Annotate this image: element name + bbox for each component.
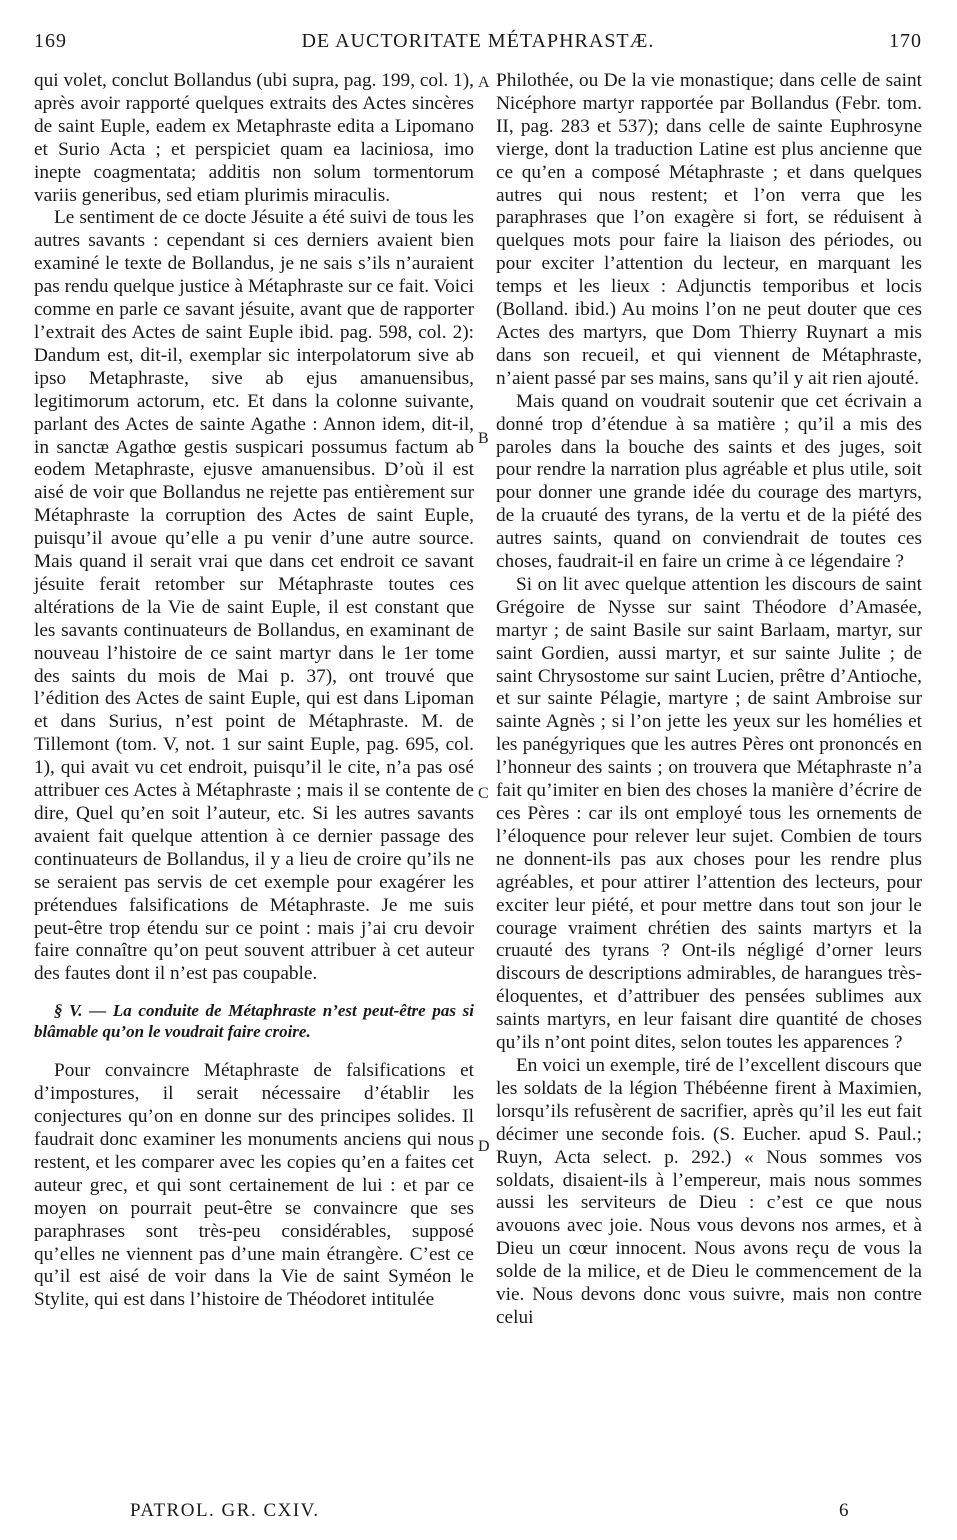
page-number-right: 170 — [889, 30, 922, 52]
right-paragraph-1: Philothée, ou De la vie monastique; dans celle de saint Nicéphore martyr rapportée par Bollandus (Febr. tom. II, pag. 283 et 537); dans celle de sainte Euphrosyne vierge, dont la traduction Latine est plus ancienne que ce qu’en a composé Métaphraste ; et dans quelques autres qui nous restent; et l’on verra que les paraphrases que l’on exagère si fort, se réduisent à quelques mots pour faire la liaison des périodes, ou pour exciter l’attention du lecteur, en marquant les temps et les lieux : Adjunctis temporibus et locis (Bolland. ibid.) Au moins l’on ne peut douter que ces Actes des martyrs, que Dom Thierry Ruynart a mis dans son recueil, et qui viennent de Métaphraste, n’aient passé par ses mains, sans qu’il y ait rien ajouté. — [496, 70, 922, 389]
right-paragraph-2: Mais quand on voudrait soutenir que cet écrivain a donné trop d’étendue à sa matière ; qu’il a mis des paroles dans la bouche des saints et des juges, soit pour rendre la narration plus agréable et plus utile, soit pour donner une grande idée du courage des martyrs, de la cruauté des tyrans, de la vertu et de la piété des autres saints, quand on conviendrait de toutes ces choses, faudrait-il en faire un crime à ce légendaire ? — [496, 390, 922, 573]
section-heading: § V. — La conduite de Métaphraste n’est peut-être pas si blâmable qu’on le voudrait faire croire. — [34, 1001, 474, 1042]
footer-signature: 6 — [839, 1500, 849, 1521]
left-paragraph-2: Le sentiment de ce docte Jésuite a été suivi de tous les autres savants : cependant si ces derniers avaient bien examiné le texte de Bollandus, je ne sais s’ils n’auraient pas rendu quelque justice à Métaphraste sur ce fait. Voici comme en parle ce savant jésuite, avant que de rapporter l’extrait des Actes de saint Euple ibid. pag. 598, col. 2): Dandum est, dit-il, exemplar sic interpolatorum sive ab ipso Metaphraste, sive ab ejus amanuensibus, legitimorum actorum, etc. Et dans la colonne suivante, parlant des Actes de sainte Agathe : Annon idem, dit-il, in sanctæ Agathœ gestis suspicari possumus factum ab eodem Metaphraste, ejusve amanuensibus. D’où il est aisé de voir que Bollandus ne rejette pas entièrement sur Métaphraste la corruption des Actes de saint Euple, puisqu’il avoue qu’elle a pu venir d’une autre source. Mais quand il serait vrai que dans cet endroit ce savant jésuite ferait retomber sur Métaphraste toutes ces altérations de la Vie de saint Euple, il est constant que les savants continuateurs de Bollandus, en examinant de nouveau l’histoire de ce saint martyr dans le 1er tome des saints du mois de Mai p. 37), ont trouvé que l’édition des Actes de saint Euple, qui est dans Lipoman et dans Surius, n’est point de Métaphraste. M. de Tillemont (tom. V, not. 1 sur saint Euple, pag. 695, col. 1), qui avait vu cet endroit, puisqu’il le cite, n’a pas osé attribuer ces Actes à Métaphraste ; mais il se contente de dire, Quel qu’en soit l’auteur, etc. Si les autres savants avaient fait quelque attention à ce dernier passage des continuateurs de Bollandus, il y a lieu de croire qu’ils ne se seraient pas servis de cet exemple pour exagérer les prétendues falsifications de Métaphraste. Je me suis peut-être trop étendu sur ce point : mais j’ai cru devoir faire connaître qu’on peut souvent attribuer à cet auteur des fautes dont il n’est pas coupable. — [34, 207, 474, 985]
margin-marker-a: A — [478, 74, 490, 91]
running-header — [34, 30, 922, 64]
margin-marker-c: C — [478, 785, 489, 802]
margin-marker-d: D — [478, 1138, 490, 1155]
running-title: DE AUCTORITATE MÉTAPHRASTÆ. — [301, 30, 655, 52]
margin-marker-b: B — [478, 430, 489, 447]
left-paragraph-3: Pour convaincre Métaphraste de falsifications et d’impostures, il serait nécessaire d’établir les conjectures qu’on en donne sur des principes solides. Il faudrait donc examiner les monuments anciens qui nous restent, et les comparer avec les copies qu’en a faites cet auteur grec, et qui sont certainement de lui : et par ce moyen on pourrait peut-être se convaincre que ses paraphrases sont très-peu considérables, supposé qu’elles ne viennent pas d’une main étrangère. C’est ce qu’il est aisé de voir dans la Vie de saint Syméon le Stylite, qui est dans l’histoire de Théodoret intitulée — [34, 1060, 474, 1311]
left-paragraph-1: qui volet, conclut Bollandus (ubi supra, pag. 199, col. 1), après avoir rapporté quelques extraits des Actes sincères de saint Euple, eadem ex Metaphraste edita a Lipomano et Surio Acta ; et perspiciet quam ea laciniosa, imo inepte coagmentata; additis non solum tormentorum variis generibus, sed etiam plurimis miraculis. — [34, 70, 474, 206]
page-number-left: 169 — [34, 30, 67, 52]
footer-collection: PATROL. GR. CXIV. — [130, 1500, 320, 1521]
left-column — [34, 70, 474, 1312]
right-paragraph-4: En voici un exemple, tiré de l’excellent discours que les soldats de la légion Thébéenne firent à Maximien, lorsqu’ils refusèrent de sacrifier, après qu’il les eut fait décimer une seconde fois. (S. Eucher. apud S. Paul.; Ruyn, Acta select. p. 292.) « Nous sommes vos soldats, disaient-ils à l’empereur, mais nous sommes aussi les serviteurs de Dieu : c’est ce que nous avouons avec joie. Nous vous devons nos armes, et à Dieu un cœur innocent. Nous avons reçu de vous la solde de la milice, et de Dieu le commencement de la vie. Nous devons donc vous suivre, mais non contre celui — [496, 1054, 922, 1328]
right-paragraph-3: Si on lit avec quelque attention les discours de saint Grégoire de Nysse sur saint Théodore d’Amasée, martyr ; de saint Basile sur saint Barlaam, martyr, sur saint Gordien, aussi martyr, et sur sainte Julite ; de saint Chrysostome sur saint Lucien, prêtre d’Antioche, et sur sainte Pélagie, martyre ; de saint Ambroise sur sainte Agnès ; si l’on jette les yeux sur les homélies et les panégyriques que les autres Pères ont prononcés en l’honneur des saints ; on trouvera que Métaphraste n’a fait qu’imiter en bien des choses la manière d’écrire de ces Pères : car ils ont employé tous les ornements de l’éloquence pour relever leur sujet. Combien de tours ne donnent-ils pas aux choses pour les rendre plus agréables, et pour attirer l’attention des lecteurs, pour exciter leur piété, et pour mettre dans tout son jour le courage vraiment chrétien des saints martyrs et la cruauté des tyrans ? Ont-ils négligé d’orner leurs discours de descriptions admirables, de harangues très-éloquentes, et d’attribuer des pensées sublimes aux saints martyrs, en leur faisant dire quantité de choses qu’ils n’ont point dites, selon toutes les apparences ? — [496, 573, 922, 1054]
right-column — [496, 70, 922, 1330]
